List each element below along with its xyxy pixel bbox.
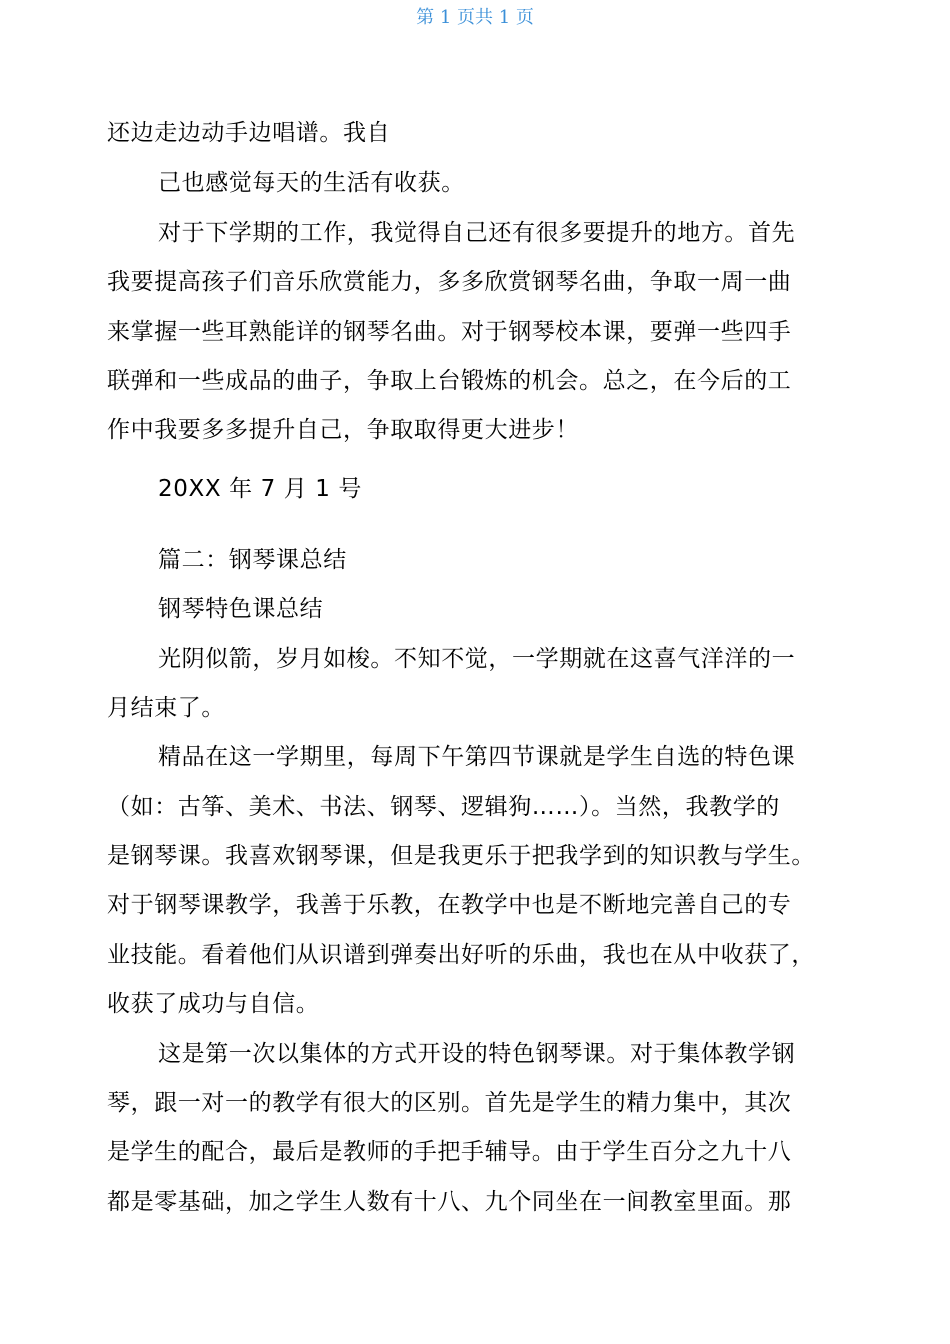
text-line: 对于下学期的工作，我觉得自己还有很多要提升的地方。首先 — [158, 220, 796, 246]
text-line: 作中我要多多提升自己，争取取得更大进步！ — [107, 417, 579, 443]
text-line: 收获了成功与自信。 — [107, 991, 320, 1017]
text-line: 联弹和一些成品的曲子，争取上台锻炼的机会。总之，在今后的工 — [107, 368, 792, 394]
text-line: 对于钢琴课教学，我善于乐教，在教学中也是不断地完善自己的专 — [107, 892, 792, 918]
text-line: 来掌握一些耳熟能详的钢琴名曲。对于钢琴校本课，要弹一些四手 — [107, 319, 792, 345]
text-line: 己也感觉每天的生活有收获。 — [158, 170, 465, 196]
text-line: 月结束了。 — [107, 695, 225, 721]
text-line: （如：古筝、美术、书法、钢琴、逻辑狗……）。当然，我教学的 — [107, 794, 780, 820]
text-line: 我要提高孩子们音乐欣赏能力，多多欣赏钢琴名曲，争取一周一曲 — [107, 269, 792, 295]
text-line: 业技能。看着他们从识谱到弹奏出好听的乐曲，我也在从中收获了， — [107, 942, 815, 968]
date-line: 20XX 年 7 月 1 号 — [158, 476, 363, 502]
page-indicator: 第 1 页共 1 页 — [416, 7, 534, 28]
text-line: 精品在这一学期里，每周下午第四节课就是学生自选的特色课 — [158, 744, 796, 770]
section-subtitle: 钢琴特色课总结 — [158, 596, 324, 622]
text-line: 这是第一次以集体的方式开设的特色钢琴课。对于集体教学钢 — [158, 1041, 796, 1067]
text-line: 光阴似箭，岁月如梭。不知不觉，一学期就在这喜气洋洋的一 — [158, 646, 796, 672]
text-line: 都是零基础，加之学生人数有十八、九个同坐在一间教室里面。那 — [107, 1189, 792, 1215]
text-line: 琴，跟一对一的教学有很大的区别。首先是学生的精力集中，其次 — [107, 1090, 792, 1116]
section-title: 篇二：钢琴课总结 — [158, 547, 347, 573]
text-line: 是学生的配合，最后是教师的手把手辅导。由于学生百分之九十八 — [107, 1139, 792, 1165]
text-line: 是钢琴课。我喜欢钢琴课，但是我更乐于把我学到的知识教与学生。 — [107, 843, 815, 869]
text-line: 还边走边动手边唱谱。我自 — [107, 120, 391, 146]
